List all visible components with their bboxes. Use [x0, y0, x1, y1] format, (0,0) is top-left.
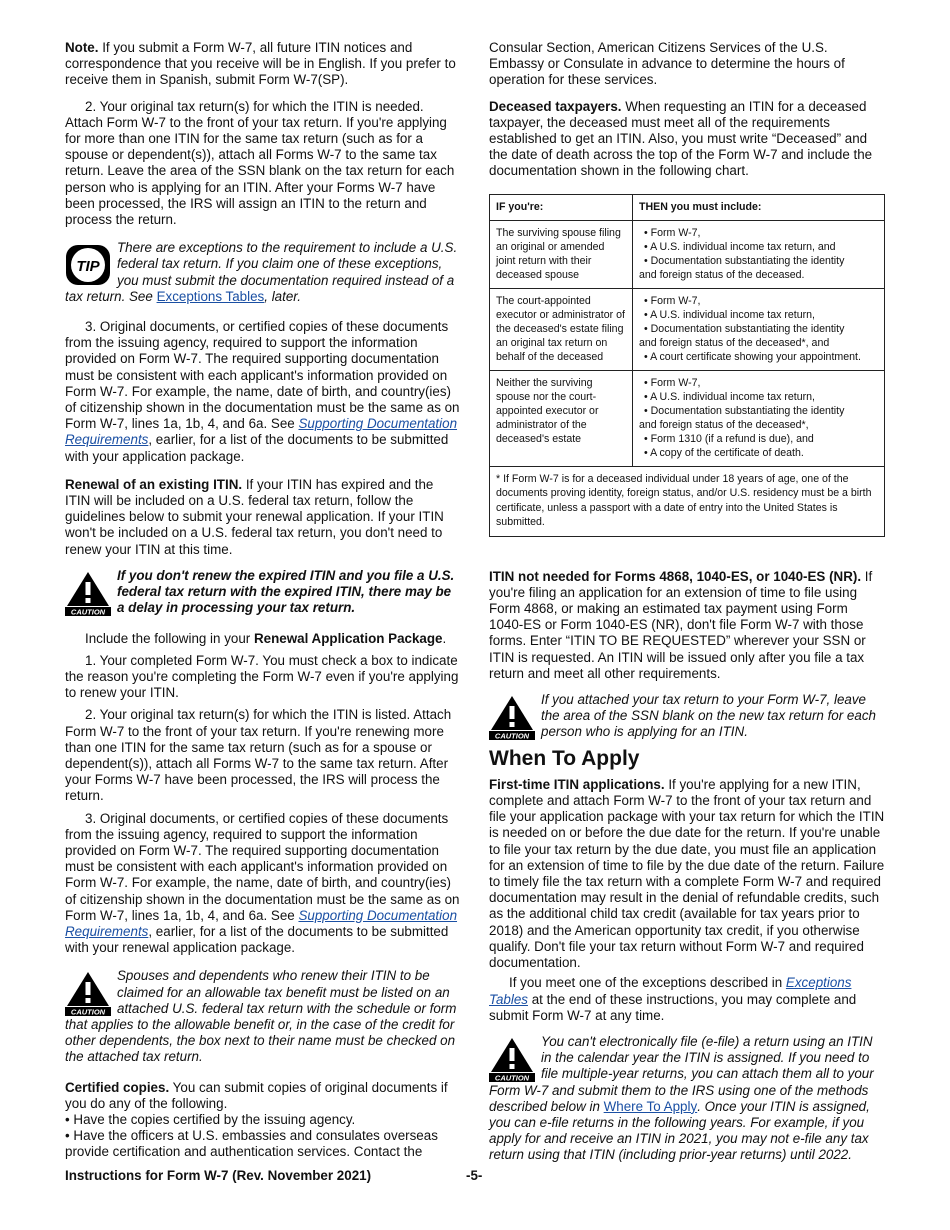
renewal-paragraph: Renewal of an existing ITIN. If your ITIN has expired and the ITIN will be included on a U.S. federal tax return, follow the guidelines below to submit your renewal application. If your ITIN won't be included on a U.S. federal tax return, you don't need to renew your ITIN at this time.: [65, 476, 444, 557]
item-3: 3. Original documents, or certified copies of these documents from the issuing agency, required to support the information provided on Form W-7. The required supporting documentation must be consistent with each applicant's information provided on Form W-7. For example, the name, date of birth, and country(ies) of citizenship shown in the documentation must be the same as on Form W-7, lines 1a, 1b, 4, and 6a. See Supporting Documentation Requirements, earlier, for a list of the documents to be submitted with your application package.: [65, 319, 460, 464]
note-paragraph: Note. If you submit a Form W-7, all future ITIN notices and correspondence that you receive will be in English. If you prefer to receive them in Spanish, submit Form W-7(SP).: [65, 40, 456, 88]
svg-text:TIP: TIP: [76, 258, 100, 276]
caution-block-1: CAUTION If you don't renew the expired ITIN and you file a U.S. federal tax return with the expired ITIN, there may be a delay in processing your tax return.: [65, 568, 460, 617]
tip-block: TIP There are exceptions to the requirement to include a U.S. federal tax return. If you claim one of these exceptions, you must submit the documentation required instead of a tax return. See Exceptions Tables, later.: [65, 240, 458, 304]
footer-title: Instructions for Form W-7 (Rev. November 2021): [65, 1168, 372, 1183]
exceptions-tables-link-2[interactable]: Exceptions Tables: [489, 975, 852, 1007]
certified-paragraph: Certified copies. You can submit copies of original documents if you do any of the following.: [65, 1079, 448, 1111]
itin-not-needed-paragraph: ITIN not needed for Forms 4868, 1040-ES, or 1040-ES (NR). If you're filing an application for an extension of time to file using Form 4868, or making an estimated tax payment using Form 1040-ES or Form 1040-ES (NR), don't file Form W-7 with those forms. Enter “ITIN TO BE REQUESTED” wherever your SSN or ITIN is requested. An ITIN will be issued only after you file a tax return and meet all other requirements.: [489, 568, 873, 681]
deceased-paragraph: Deceased taxpayers. When requesting an ITIN for a deceased taxpayer, the deceased must meet all of the requirements established to get an ITIN. Also, you must write “Deceased” and the date of death across the top of the Form W-7 and include the documentation shown in the following chart.: [489, 98, 873, 179]
supporting-docs-link-2[interactable]: Supporting Documentation Requirements: [65, 907, 458, 939]
table-row: Neither the surviving spouse nor the court-appointed executor or administrator of the deceased's estate • Form W-7, • A U.S. individual income tax return, • Documentation substantiating the identity and foreign status of the deceased*, • Form 1310 (if a refund is due), and • A copy of the certificate of death.: [490, 370, 885, 466]
first-time-paragraph: First-time ITIN applications. If you're applying for a new ITIN, complete and attach Form W-7 to the front of your tax return and file your application package with your tax return for which the ITIN is needed on or before the due date for the return. If you're unable to file your tax return by the due date, you must file an application for an extension of time to file by the due date of the return. Failure to timely file the tax return with a complete Form W-7 and required documentation may result in the denial of refundable credits, such as the additional child tax credit (available for tax years prior to 2018) and the American opportunity tax credit, if you otherwise qualify. Don't file your tax return without Form W-7 and required documentation.: [489, 776, 885, 971]
supporting-docs-link[interactable]: Supporting Documentation Requirements: [65, 416, 458, 448]
svg-text:CAUTION: CAUTION: [70, 1007, 106, 1017]
exceptions-paragraph: If you meet one of the exceptions described in Exceptions Tables at the end of these instructions, you may complete and submit Form W-7 at any time.: [489, 975, 857, 1023]
include-line: Include the following in your Renewal Application Package.: [85, 630, 447, 646]
renewal-item-3: 3. Original documents, or certified copies of these documents from the issuing agency, required to support the information provided on Form W-7. The required supporting documentation must be consistent with each applicant's information provided on Form W-7. For example, the name, date of birth, and country(ies) of citizenship shown in the documentation must be the same as on Form W-7, lines 1a, 1b, 4, and 6a. See Supporting Documentation Requirements, earlier, for a list of the documents to be submitted with your renewal application package.: [65, 810, 460, 956]
caution-block-3: CAUTION If you attached your tax return to your Form W-7, leave the area of the SSN blank on the new tax return for each person who is applying for an ITIN.: [489, 692, 885, 741]
svg-text:CAUTION: CAUTION: [70, 607, 106, 616]
svg-text:CAUTION: CAUTION: [494, 731, 530, 741]
caution-icon: [65, 570, 111, 616]
table-row: The court-appointed executor or administrator of the deceased's estate filing an original tax return on behalf of the deceased • Form W-7, • A U.S. individual income tax return, • Documentation substantiating the identity and foreign status of the deceased*, and • A court certificate showing your appointment.: [490, 288, 885, 370]
section-heading: When To Apply: [489, 746, 640, 770]
table-footnote-row: * If Form W-7 is for a deceased individual under 18 years of age, one of the documents proving identity, foreign status, and/or U.S. residency must be a birth certificate, unless a passport with a date of entry into the United States is submitted.: [490, 466, 885, 536]
table-row: The surviving spouse filing an original or amended joint return with their deceased spouse • Form W-7, • A U.S. individual income tax return, and • Documentation substantiating the identity and foreign status of the deceased.: [490, 220, 885, 288]
caution-icon: [65, 970, 111, 1016]
page-number: -5-: [466, 1168, 483, 1183]
item-2: 2. Your original tax return(s) for which the ITIN is needed. Attach Form W-7 to the front of your tax return. If you're applying for more than one ITIN for the same tax return (such as for a spouse or dependent(s)), attach all Forms W-7 to the same tax return. Leave the area of the SSN blank on the tax return for each person who is applying for an ITIN. After your Forms W-7 have been processed, the IRS will assign an ITIN to the return and process the return.: [65, 98, 455, 228]
left-column: [65, 40, 460, 1161]
caution-icon: [489, 694, 535, 740]
where-to-apply-link[interactable]: Where To Apply: [603, 1098, 698, 1114]
caution-icon: [489, 1036, 535, 1082]
table-header: THEN you must include:: [633, 194, 885, 220]
table-header: IF you're:: [490, 194, 633, 220]
table-header-row: [490, 194, 885, 220]
renewal-item-2: 2. Your original tax return(s) for which the ITIN is listed. Attach Form W-7 to the front of your tax return. If you're renewing more than one ITIN for the same tax return (such as for a spouse or dependent(s)), attach all Forms W-7 to the same tax return. After your Forms W-7 have been processed, the IRS will process the return.: [65, 707, 452, 804]
deceased-table: [489, 194, 885, 537]
tip-icon: [65, 242, 111, 288]
consular-paragraph: Consular Section, American Citizens Services of the U.S. Embassy or Consulate in advance to determine the hours of operation for these services.: [489, 40, 845, 88]
renewal-item-1: 1. Your completed Form W-7. You must check a box to indicate the reason you're completing the Form W-7 even if you're applying to renew your ITIN.: [65, 652, 459, 701]
caution-block-2: CAUTION Spouses and dependents who renew their ITIN to be claimed for an allowable tax benefit must be listed on an attached U.S. federal tax return with the schedule or form that applies to the allowable benefit or, in the case of the credit for other dependents, the box next to their name must be checked on the attached tax return.: [65, 968, 457, 1065]
svg-text:CAUTION: CAUTION: [494, 1073, 530, 1082]
caution-block-4: CAUTION You can't electronically file (e-file) a return using an ITIN in the calendar year the ITIN is assigned. If you need to file multiple-year returns, you can attach them all to your Form W-7 and submit them to the IRS using one of the methods described below in Where To Apply. Once your ITIN is assigned, you can e-file returns in the following years. For example, if you apply for and receive an ITIN in 2021, you may not e-file any tax return using that ITIN (including prior-year returns) until 2022.: [489, 1033, 874, 1163]
list-item: • Have the copies certified by the issuing agency.: [65, 1112, 460, 1128]
list-item: • Have the officers at U.S. embassies and consulates overseas provide certification and authentication services. Contact the: [65, 1128, 460, 1160]
certified-list: [65, 1112, 460, 1161]
exceptions-tables-link[interactable]: Exceptions Tables: [156, 288, 265, 304]
right-column: [489, 40, 885, 1178]
